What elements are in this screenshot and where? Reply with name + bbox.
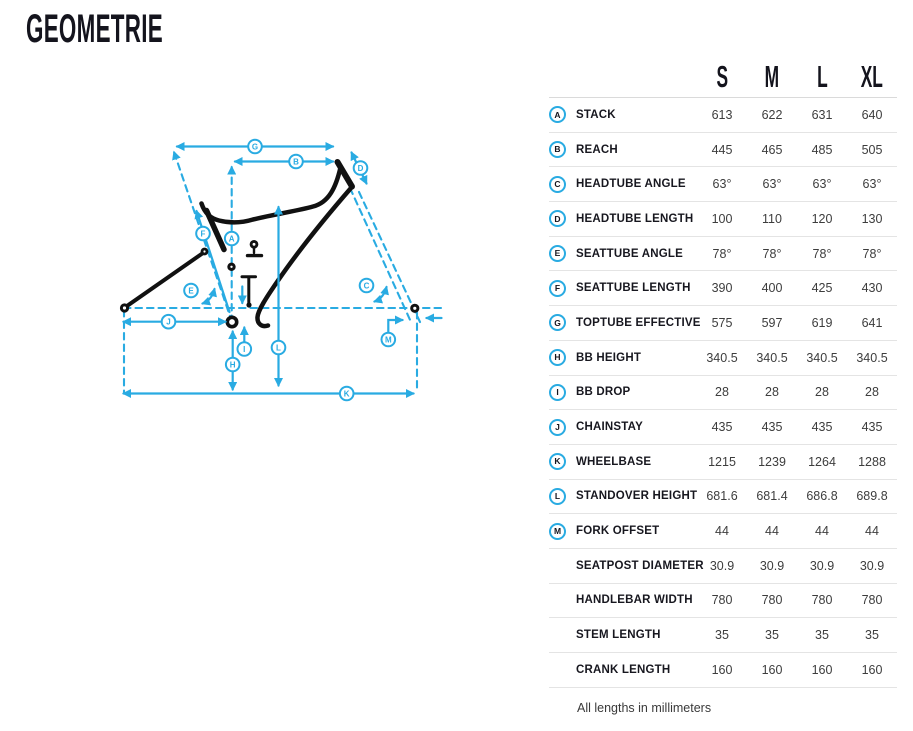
row-value-xl: 35 [865, 628, 879, 643]
row-value-xl: 640 [861, 107, 883, 122]
row-label: SEATPOST DIAMETER [576, 559, 704, 572]
row-letter-badge [549, 245, 566, 262]
row-letter: D [554, 213, 561, 224]
row-letter: M [553, 525, 562, 536]
row-letter-badge [549, 488, 566, 505]
row-value-l: 35 [815, 628, 829, 643]
diagram-label-l: L [276, 343, 281, 353]
row-value-m: 160 [761, 662, 783, 677]
row-letter-badge [549, 106, 566, 123]
row-letter-badge [549, 419, 566, 436]
row-value-xl: 130 [861, 211, 883, 226]
bottom-bracket [227, 317, 236, 326]
diagram-label-i: I [243, 344, 246, 354]
row-value-l: 30.9 [809, 558, 835, 573]
row-letter: A [554, 109, 561, 120]
table-row [549, 202, 897, 237]
pivot-point [202, 249, 207, 254]
row-label-cell [549, 523, 697, 540]
size-column-xl: XL [860, 58, 884, 94]
row-value-s: 780 [711, 593, 733, 608]
row-label: BB HEIGHT [576, 351, 642, 364]
row-letter-badge [549, 280, 566, 297]
bike-geometry-svg [85, 116, 463, 416]
row-value-s: 390 [711, 281, 733, 296]
row-value-s: 340.5 [706, 350, 738, 365]
row-label-cell [549, 245, 697, 262]
table-row [549, 653, 897, 688]
row-letter: C [554, 178, 561, 189]
saddle-icon [248, 241, 262, 255]
row-value-m: 44 [765, 524, 779, 539]
row-value-l: 631 [811, 107, 833, 122]
row-value-m: 780 [761, 593, 783, 608]
table-row [549, 271, 897, 306]
row-letter: K [554, 456, 561, 467]
row-value-l: 1264 [808, 454, 836, 469]
row-letter: F [554, 283, 561, 294]
row-label: BB DROP [576, 386, 631, 399]
row-label: STANDOVER HEIGHT [576, 490, 698, 503]
row-letter: H [554, 352, 561, 363]
row-letter-badge [549, 210, 566, 227]
row-letter-badge [549, 176, 566, 193]
row-value-xl: 641 [861, 315, 883, 330]
row-value-l: 78° [812, 246, 832, 261]
table-row [549, 480, 897, 515]
row-value-m: 400 [761, 281, 783, 296]
row-letter: G [554, 317, 561, 328]
size-header-row [549, 55, 897, 98]
table-row [549, 167, 897, 202]
row-label: STEM LENGTH [576, 629, 661, 642]
row-value-s: 575 [711, 315, 733, 330]
row-letter: J [555, 421, 560, 432]
row-label: CRANK LENGTH [576, 663, 671, 676]
row-value-m: 435 [761, 420, 783, 435]
row-value-l: 63° [812, 177, 832, 192]
diagram-label-b: B [293, 157, 299, 167]
row-letter-badge [549, 349, 566, 366]
row-value-xl: 505 [861, 142, 883, 157]
row-label-cell [549, 349, 697, 366]
table-row [549, 584, 897, 619]
table-row [549, 341, 897, 376]
row-value-xl: 160 [861, 662, 883, 677]
row-label-cell [549, 453, 697, 470]
row-value-l: 120 [811, 211, 833, 226]
row-value-s: 681.6 [706, 489, 738, 504]
row-value-m: 1239 [758, 454, 786, 469]
row-letter-badge [549, 523, 566, 540]
row-label-cell [549, 210, 697, 227]
table-body [549, 98, 897, 688]
row-value-l: 619 [811, 315, 833, 330]
diagram-label-k: K [343, 389, 350, 399]
size-column-s: S [716, 58, 728, 94]
row-letter-badge [549, 314, 566, 331]
row-label: WHEELBASE [576, 455, 652, 468]
table-row [549, 376, 897, 411]
row-value-s: 1215 [708, 454, 736, 469]
row-value-s: 613 [711, 107, 733, 122]
row-value-l: 686.8 [806, 489, 838, 504]
row-value-s: 160 [711, 662, 733, 677]
row-value-xl: 30.9 [859, 558, 885, 573]
row-value-s: 35 [715, 628, 729, 643]
row-value-s: 44 [715, 524, 729, 539]
row-label: REACH [576, 143, 618, 156]
row-label-cell [549, 592, 697, 609]
row-label-cell [549, 627, 697, 644]
row-value-s: 100 [711, 211, 733, 226]
row-value-m: 597 [761, 315, 783, 330]
row-value-l: 485 [811, 142, 833, 157]
linkage-point [229, 264, 234, 269]
row-value-l: 435 [811, 420, 833, 435]
row-value-s: 63° [712, 177, 732, 192]
row-label-cell [549, 557, 704, 574]
row-value-l: 160 [811, 662, 833, 677]
row-label-cell [549, 384, 697, 401]
row-value-m: 622 [761, 107, 783, 122]
row-label: HEADTUBE ANGLE [576, 178, 686, 191]
row-value-m: 681.4 [756, 489, 788, 504]
row-value-l: 44 [815, 524, 829, 539]
diagram-label-g: G [251, 142, 259, 152]
row-letter-badge [549, 453, 566, 470]
row-value-xl: 780 [861, 593, 883, 608]
row-value-m: 78° [762, 246, 782, 261]
table-row [549, 98, 897, 133]
row-value-l: 780 [811, 593, 833, 608]
row-value-s: 78° [712, 246, 732, 261]
table-row [549, 549, 897, 584]
row-label: STACK [576, 108, 616, 121]
diagram-label-a: A [228, 234, 235, 244]
row-value-s: 445 [711, 142, 733, 157]
units-footnote: All lengths in millimeters [577, 700, 712, 715]
row-label-cell [549, 419, 697, 436]
row-label-cell [549, 106, 697, 123]
page-title: GEOMETRIE [26, 7, 163, 51]
row-letter-badge [549, 141, 566, 158]
row-letter: B [554, 144, 561, 155]
row-label: HANDLEBAR WIDTH [576, 594, 693, 607]
row-value-s: 30.9 [709, 558, 735, 573]
row-letter: I [556, 387, 559, 398]
diagram-label-j: J [166, 317, 171, 327]
row-value-l: 28 [815, 385, 829, 400]
diagram-label-d: D [357, 163, 364, 173]
row-label-cell [549, 488, 697, 505]
diagram-label-c: C [363, 281, 370, 291]
row-label: CHAINSTAY [576, 421, 643, 434]
row-value-m: 465 [761, 142, 783, 157]
row-label: SEATTUBE ANGLE [576, 247, 683, 260]
size-column-m: M [764, 58, 780, 94]
table-row [549, 410, 897, 445]
row-value-xl: 340.5 [856, 350, 888, 365]
row-value-xl: 44 [865, 524, 879, 539]
table-row [549, 237, 897, 272]
row-label-cell [549, 280, 697, 297]
row-value-m: 63° [762, 177, 782, 192]
front-axle [412, 305, 418, 311]
row-letter: L [554, 491, 561, 502]
row-label-cell [549, 661, 697, 678]
row-value-xl: 435 [861, 420, 883, 435]
row-value-m: 110 [762, 211, 782, 226]
row-value-m: 35 [765, 628, 779, 643]
diagram-label-m: M [384, 335, 392, 345]
table-row [549, 445, 897, 480]
measurement-arrows [124, 147, 442, 394]
row-value-m: 28 [765, 385, 779, 400]
row-value-s: 435 [711, 420, 733, 435]
diagram-label-e: E [188, 286, 194, 296]
row-value-xl: 63° [862, 177, 882, 192]
top-tube [202, 168, 341, 223]
table-row [549, 306, 897, 341]
geometry-table [549, 55, 897, 715]
bike-geometry-diagram [85, 116, 463, 416]
diagram-label-h: H [229, 360, 236, 370]
row-value-xl: 1288 [858, 454, 886, 469]
seatpost-icon [242, 277, 256, 308]
row-label-cell [549, 314, 701, 331]
size-column-l: L [816, 58, 828, 94]
row-value-l: 340.5 [806, 350, 838, 365]
table-row [549, 618, 897, 653]
table-row [549, 133, 897, 168]
row-label-cell [549, 141, 697, 158]
rear-axle [121, 305, 127, 311]
row-label: SEATTUBE LENGTH [576, 282, 691, 295]
diagram-label-f: F [200, 229, 206, 239]
frame-outline [121, 162, 418, 327]
row-value-xl: 28 [865, 385, 879, 400]
row-value-xl: 430 [861, 281, 883, 296]
row-label-cell [549, 176, 697, 193]
row-label: TOPTUBE EFFECTIVE [576, 316, 701, 329]
table-row [549, 514, 897, 549]
row-value-xl: 689.8 [856, 489, 888, 504]
row-letter-badge [549, 384, 566, 401]
row-letter: E [554, 248, 561, 259]
row-value-l: 425 [811, 281, 833, 296]
row-value-m: 340.5 [756, 350, 788, 365]
row-label: HEADTUBE LENGTH [576, 212, 694, 225]
row-value-m: 30.9 [759, 558, 785, 573]
row-value-s: 28 [715, 385, 729, 400]
row-value-xl: 78° [862, 246, 882, 261]
row-label: FORK OFFSET [576, 525, 660, 538]
